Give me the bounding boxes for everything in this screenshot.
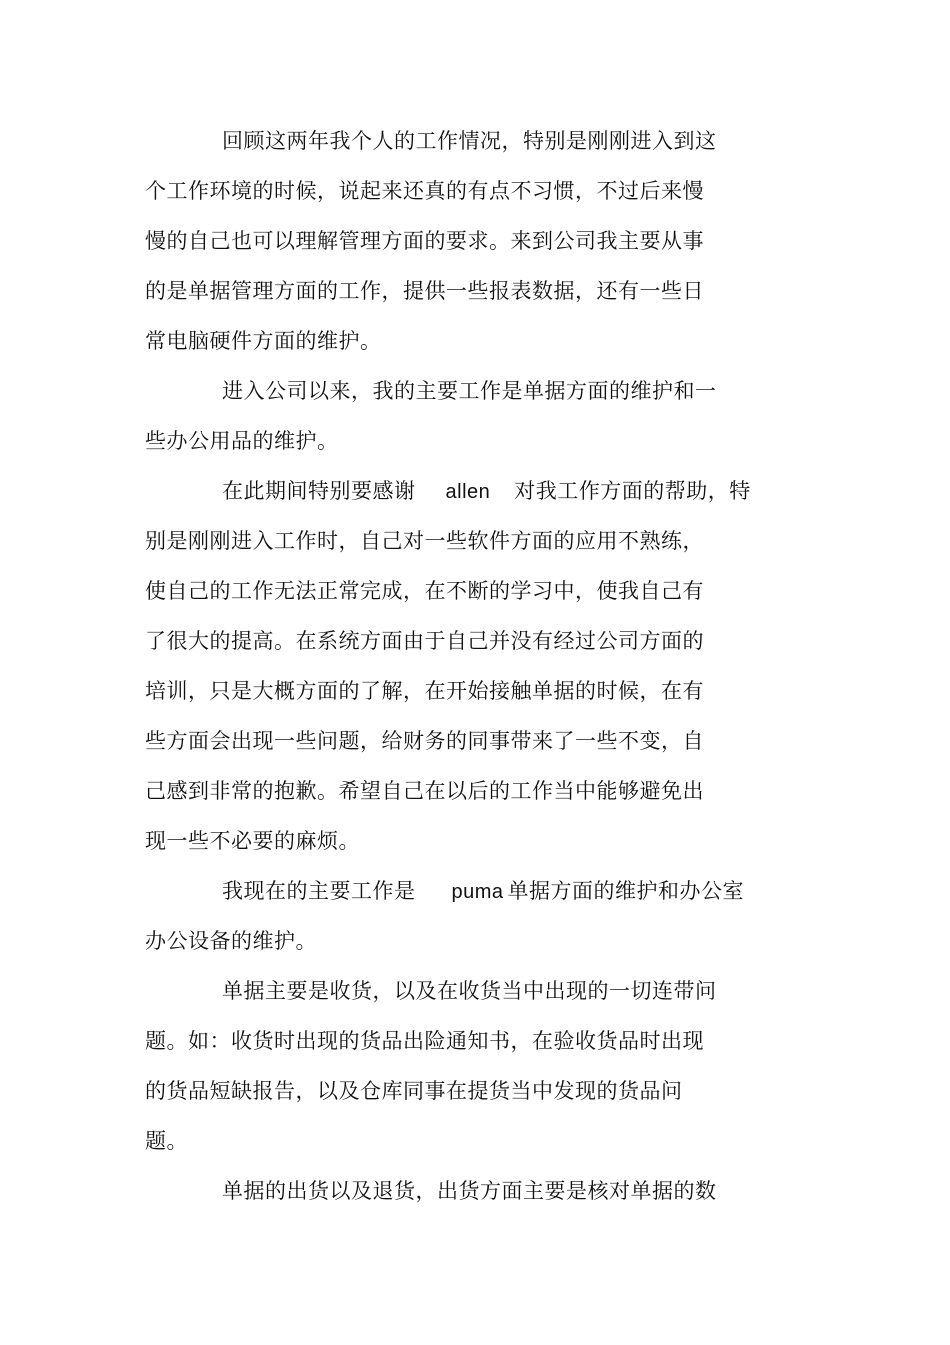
paragraph-4-line-1-post: 单据方面的维护和办公室 (507, 879, 745, 903)
paragraph-3-line-2: 别是刚刚进入工作时，自己对一些软件方面的应用不熟练， (145, 529, 704, 553)
paragraph-3-line-7: 己感到非常的抱歉。希望自己在以后的工作当中能够避免出 (145, 779, 704, 803)
paragraph-3-line-8: 现一些不必要的麻烦。 (145, 829, 360, 853)
paragraph-3-line-5: 培训，只是大概方面的了解，在开始接触单据的时候，在有 (145, 679, 704, 703)
paragraph-6-line-1: 单据的出货以及退货，出货方面主要是核对单据的数 (222, 1179, 717, 1203)
paragraph-4-line-2: 办公设备的维护。 (145, 929, 317, 953)
paragraph-1-line-3: 慢的自己也可以理解管理方面的要求。来到公司我主要从事 (145, 229, 704, 253)
paragraph-2-line-2: 些办公用品的维护。 (145, 429, 339, 453)
paragraph-5-line-2: 题。如：收货时出现的货品出险通知书，在验收货品时出现 (145, 1029, 704, 1053)
paragraph-5-line-1: 单据主要是收货，以及在收货当中出现的一切连带问 (222, 979, 717, 1003)
paragraph-3-line-6: 些方面会出现一些问题，给财务的同事带来了一些不变，自 (145, 729, 704, 753)
paragraph-1-line-1: 回顾这两年我个人的工作情况，特别是刚刚进入到这 (222, 129, 717, 153)
paragraph-4-line-1-pre: 我现在的主要工作是 (222, 879, 416, 903)
paragraph-5-line-4: 题。 (145, 1129, 188, 1153)
paragraph-1-line-4: 的是单据管理方面的工作，提供一些报表数据，还有一些日 (145, 279, 704, 303)
paragraph-3-line-3: 使自己的工作无法正常完成，在不断的学习中，使我自己有 (145, 579, 704, 603)
paragraph-4-line-1 (222, 878, 744, 905)
paragraph-3-line-1-pre: 在此期间特别要感谢 (222, 479, 416, 503)
paragraph-1-line-5: 常电脑硬件方面的维护。 (145, 329, 382, 353)
system-name-puma: puma (451, 881, 504, 903)
paragraph-5-line-3: 的货品短缺报告，以及仓库同事在提货当中发现的货品问 (145, 1079, 683, 1103)
person-name-allen: allen (445, 481, 491, 503)
paragraph-2-line-1: 进入公司以来，我的主要工作是单据方面的维护和一 (222, 379, 717, 403)
paragraph-3-line-1-post: 对我工作方面的帮助，特 (514, 479, 751, 503)
paragraph-3-line-4: 了很大的提高。在系统方面由于自己并没有经过公司方面的 (145, 629, 704, 653)
paragraph-1-line-2: 个工作环境的时候，说起来还真的有点不习惯，不过后来慢 (145, 179, 704, 203)
paragraph-3-line-1 (222, 478, 751, 505)
